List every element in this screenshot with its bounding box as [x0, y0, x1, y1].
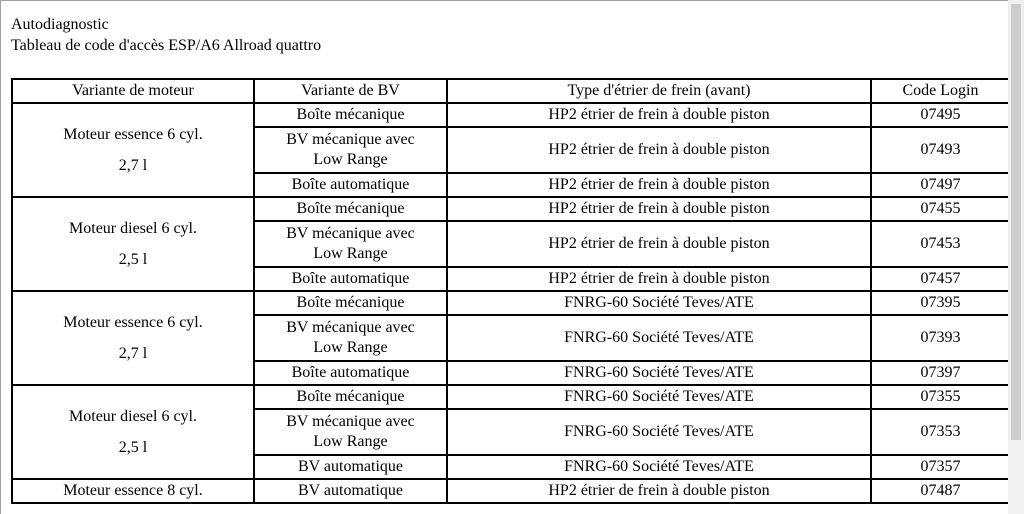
engine-displacement: 2,5 l — [118, 250, 148, 268]
brake-caliper-cell: HP2 étrier de frein à double piston — [447, 267, 871, 291]
brake-caliper-cell: HP2 étrier de frein à double piston — [447, 479, 871, 503]
login-code-cell: 07493 — [871, 127, 1010, 173]
engine-variant-name: Moteur diesel 6 cyl. — [69, 219, 197, 237]
gearbox-variant-cell: Boîte automatique — [254, 267, 447, 291]
brake-caliper-cell: HP2 étrier de frein à double piston — [447, 197, 871, 221]
table-row — [12, 479, 1010, 503]
gearbox-variant-cell: Boîte mécanique — [254, 291, 447, 315]
login-code-cell: 07487 — [871, 479, 1010, 503]
login-code-cell: 07393 — [871, 315, 1010, 361]
brake-caliper-cell: HP2 étrier de frein à double piston — [447, 103, 871, 127]
scrollbar-thumb[interactable] — [1011, 4, 1021, 440]
gearbox-variant-cell: BV automatique — [254, 455, 447, 479]
brake-caliper-cell: HP2 étrier de frein à double piston — [447, 221, 871, 267]
brake-caliper-cell: FNRG-60 Société Teves/ATE — [447, 455, 871, 479]
gearbox-variant-cell: BV mécanique avec Low Range — [254, 409, 447, 455]
engine-variant-cell — [12, 479, 254, 503]
login-code-cell: 07457 — [871, 267, 1010, 291]
login-code-cell: 07355 — [871, 385, 1010, 409]
login-code-cell: 07455 — [871, 197, 1010, 221]
table-row — [12, 197, 1010, 221]
table-header-row — [12, 79, 1010, 103]
brake-caliper-cell: FNRG-60 Société Teves/ATE — [447, 315, 871, 361]
gearbox-variant-cell: BV automatique — [254, 479, 447, 503]
column-header-login-code: Code Login — [871, 79, 1010, 103]
gearbox-variant-cell: Boîte automatique — [254, 361, 447, 385]
document-header — [11, 14, 321, 56]
engine-variant-cell — [12, 385, 254, 479]
engine-displacement: 2,7 l — [118, 344, 148, 362]
column-header-caliper: Type d'étrier de frein (avant) — [447, 79, 871, 103]
vertical-scrollbar[interactable] — [1008, 0, 1024, 514]
brake-caliper-cell: FNRG-60 Société Teves/ATE — [447, 361, 871, 385]
engine-variant-cell — [12, 291, 254, 385]
column-header-engine: Variante de moteur — [12, 79, 254, 103]
brake-caliper-cell: HP2 étrier de frein à double piston — [447, 173, 871, 197]
brake-caliper-cell: FNRG-60 Société Teves/ATE — [447, 385, 871, 409]
engine-variant-name: Moteur essence 8 cyl. — [63, 481, 203, 499]
engine-variant-name: Moteur essence 6 cyl. — [63, 313, 203, 331]
table-row — [12, 385, 1010, 409]
document-title: Autodiagnostic — [11, 16, 109, 33]
gearbox-variant-cell: BV mécanique avec Low Range — [254, 127, 447, 173]
gearbox-variant-cell: Boîte mécanique — [254, 385, 447, 409]
login-code-cell: 07395 — [871, 291, 1010, 315]
access-code-table — [11, 78, 1011, 504]
login-code-cell: 07397 — [871, 361, 1010, 385]
document-subtitle: Tableau de code d'accès ESP/A6 Allroad quattro — [11, 37, 322, 54]
brake-caliper-cell: FNRG-60 Société Teves/ATE — [447, 409, 871, 455]
login-code-cell: 07353 — [871, 409, 1010, 455]
engine-variant-name: Moteur diesel 6 cyl. — [69, 407, 197, 425]
login-code-cell: 07497 — [871, 173, 1010, 197]
engine-variant-cell — [12, 103, 254, 197]
table-row — [12, 291, 1010, 315]
login-code-cell: 07357 — [871, 455, 1010, 479]
column-header-gearbox: Variante de BV — [254, 79, 447, 103]
engine-variant-name: Moteur essence 6 cyl. — [63, 125, 203, 143]
gearbox-variant-cell: Boîte automatique — [254, 173, 447, 197]
engine-variant-cell — [12, 197, 254, 291]
brake-caliper-cell: HP2 étrier de frein à double piston — [447, 127, 871, 173]
gearbox-variant-cell: BV mécanique avec Low Range — [254, 315, 447, 361]
table-body — [12, 103, 1010, 503]
gearbox-variant-cell: Boîte mécanique — [254, 103, 447, 127]
gearbox-variant-cell: BV mécanique avec Low Range — [254, 221, 447, 267]
login-code-cell: 07453 — [871, 221, 1010, 267]
brake-caliper-cell: FNRG-60 Société Teves/ATE — [447, 291, 871, 315]
login-code-cell: 07495 — [871, 103, 1010, 127]
engine-displacement: 2,7 l — [118, 156, 148, 174]
engine-displacement: 2,5 l — [118, 438, 148, 456]
table-row — [12, 103, 1010, 127]
gearbox-variant-cell: Boîte mécanique — [254, 197, 447, 221]
